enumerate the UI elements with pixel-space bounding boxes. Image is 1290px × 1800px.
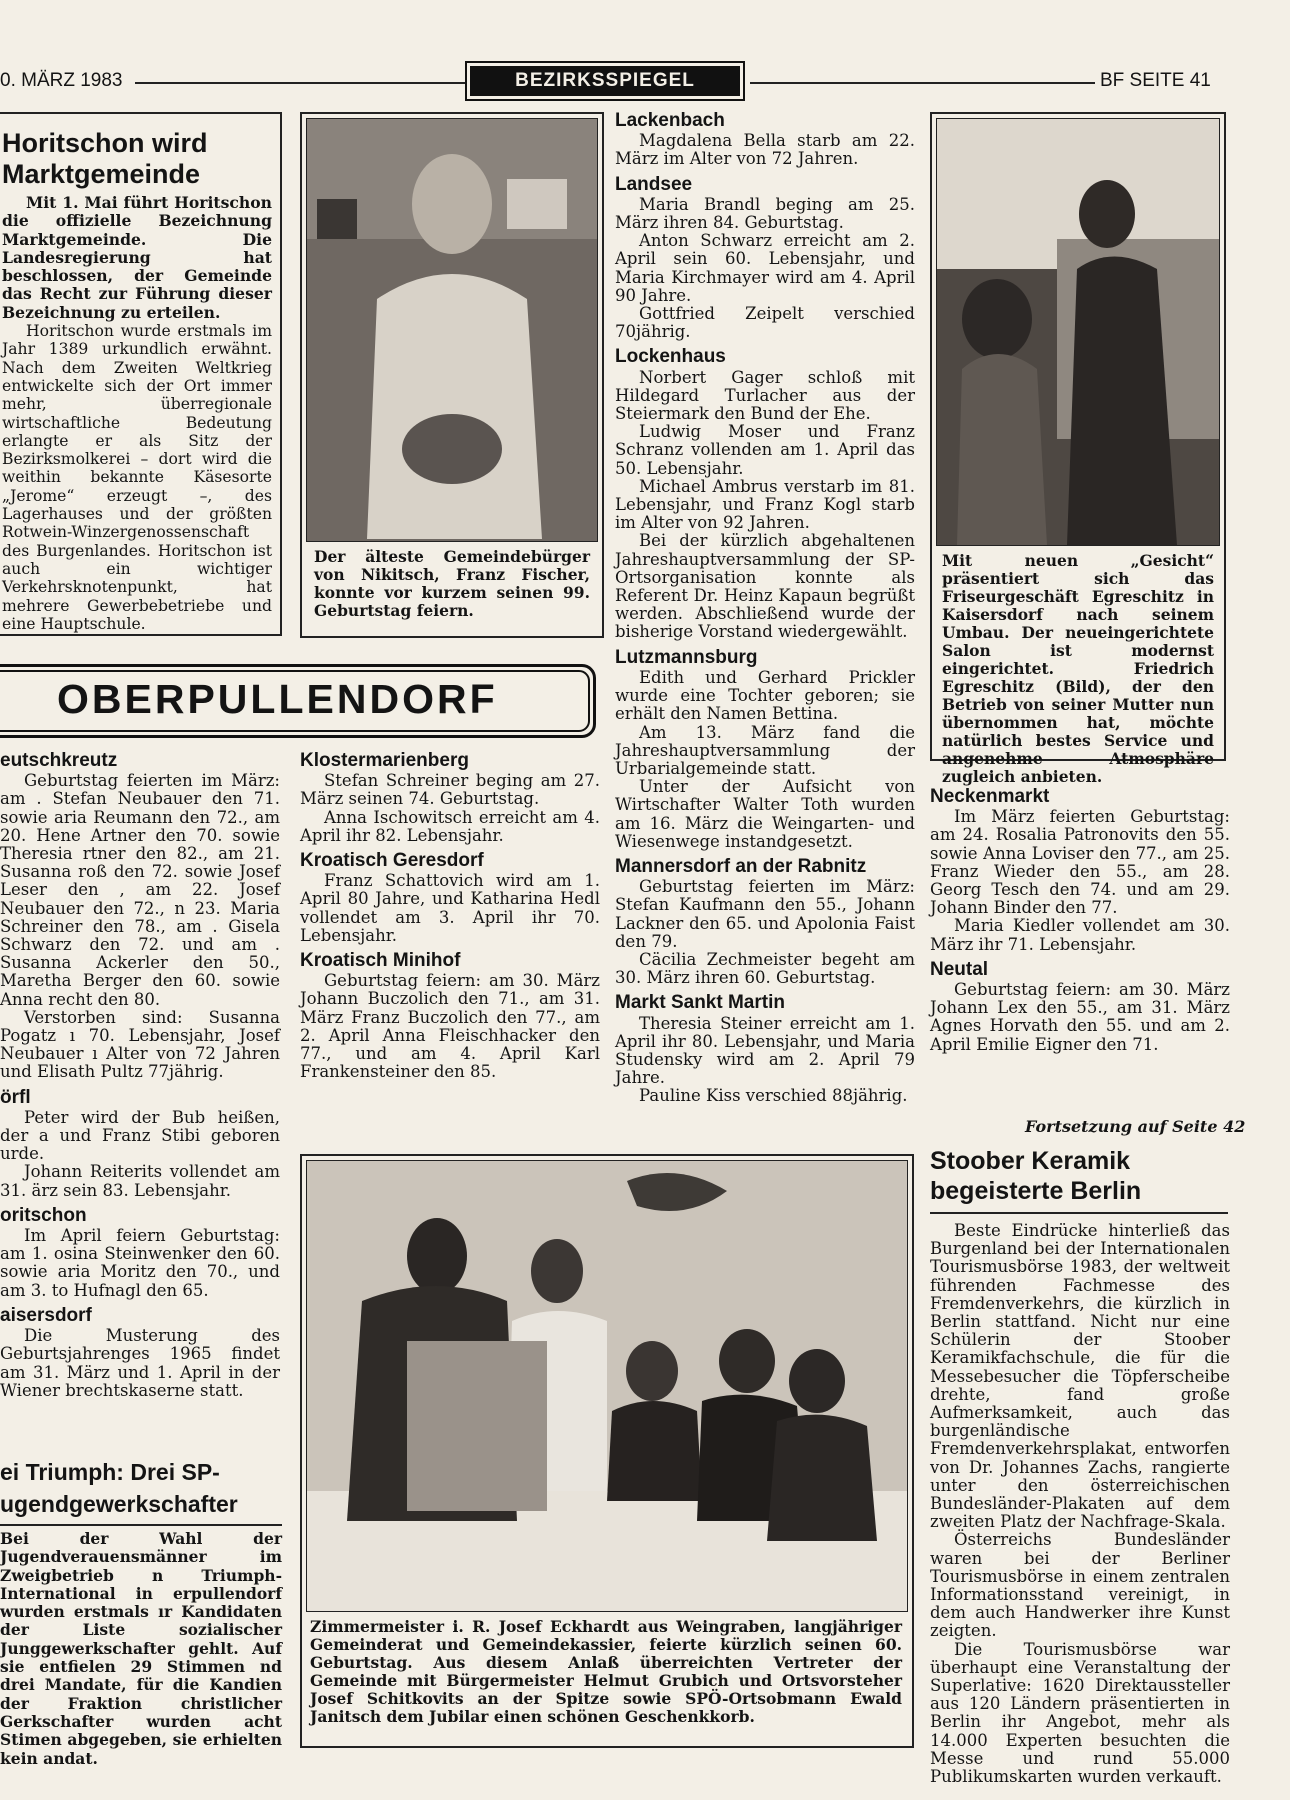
photo2-frame	[930, 112, 1226, 786]
section-heading: eutschkreutz	[0, 750, 118, 771]
stoob-title: Stoober Keramik begeisterte Berlin	[930, 1147, 1142, 1205]
section-heading: Kroatisch Minihof	[300, 950, 461, 972]
section-heading: Landsee	[615, 173, 693, 195]
paragraph: Peter wird der Bub heißen, der a und Franz Stibi geboren urde.	[0, 1107, 280, 1164]
right-news-column	[930, 788, 1230, 1054]
paragraph: Maria Brandl beging am 25. März ihren 84. Geburtstag.	[615, 194, 915, 233]
section-heading: örfl	[0, 1086, 31, 1108]
section-heading: oritschon	[0, 1204, 87, 1226]
paragraph: Anton Schwarz erreicht am 2. April sein 60. Lebensjahr, und Maria Kirchmayer wird am 4. April 90 Jahre.	[615, 231, 915, 305]
paragraph: Gottfried Zeipelt verschied 70jährig.	[615, 304, 915, 342]
paragraph: Im März feierten Geburtstag: am 24. Rosalia Patronovits den 55. sowie Anna Loviser den 77., am 25. Franz Wieder den 55., am 28. Georg Tesch den 74. und am 29. Johann Binder den 77.	[930, 807, 1230, 918]
elderly-man-image	[307, 119, 597, 541]
paragraph: Geburtstag feierten im März: am . Stefan Neubauer den 71. sowie aria Reumann den 72., am 20. Hene Artner den 70. sowie Theresia rtner den 82., am 21. Susanna roß den 72. sowie Josef Leser den , am 22. Josef Neubauer den 72., n 23. Maria Schreiner den 78., am . Gisela Schwarz den 72. und am . Susanna Ackerler den 50., Maretha Berger den 60. sowie Anna recht den 80.	[0, 771, 280, 1009]
photo1-frame	[300, 112, 604, 638]
photo-birthday-group	[306, 1160, 908, 1612]
section-heading: Lockenhaus	[615, 346, 726, 368]
photo3-frame	[300, 1154, 914, 1748]
paragraph: Edith und Gerhard Prickler wurde eine Tochter geboren; sie erhält den Namen Bettina.	[615, 667, 915, 724]
paragraph: Michael Ambrus verstarb im 81. Lebensjahr, und Franz Kogl starb im Alter von 92 Jahren.	[615, 476, 915, 533]
oberpullendorf-label: OBERPULLENDORF	[57, 676, 498, 722]
paragraph: Verstorben sind: Susanna Pogatz ı 70. Lebensjahr, Josef Neubauer ı Alter von 72 Jahren und Elisath Pultz 77jährig.	[0, 1007, 280, 1082]
page-number: BF SEITE 41	[1100, 70, 1211, 91]
paragraph: Die Musterung des Geburtsjahrenges 1965 findet am 31. März und 1. April in der Wiener brechtskaserne statt.	[0, 1326, 280, 1400]
section-heading: Klostermarienberg	[300, 750, 469, 771]
header-date: 0. MÄRZ 1983	[0, 70, 123, 91]
header-rule-right	[750, 82, 1095, 84]
birthday-group-image	[307, 1161, 907, 1611]
paragraph: Pauline Kiss verschied 88jährig.	[639, 1086, 908, 1106]
paragraph: Die Tourismusbörse war überhaupt eine Veranstaltung der Superlative: 1620 Direktaussteller aus 120 Ländern präsentierten in Berlin ihr Angebot, mehr als 14.000 Experten besuchten die Messe und rund 55.000 Publikumskarten wurden verkauft.	[930, 1639, 1230, 1787]
horitschon-body: Horitschon wurde erstmals im Jahr 1389 urkundlich erwähnt. Nach dem Zweiten Weltkrieg entwickelte sich der Ort immer mehr, überregionale wirtschaftliche Bedeutung erlangte er als Sitz der Bezirksmolkerei – dort wird die weithin bekannte Käsesorte „Jerome“ erzeugt –, des Lagerhauses und der größten Rotwein-Winzergenossenschaft des Burgenlandes. Horitschon ist auch ein wichtiger Verkehrsknotenpunkt, hat mehrere Gewerbebetriebe und eine Hauptschule.	[2, 322, 272, 633]
section-heading: Kroatisch Geresdorf	[300, 850, 484, 872]
section-heading: Lackenbach	[615, 110, 725, 131]
stoob-rule	[930, 1212, 1228, 1214]
section-heading: aisersdorf	[0, 1304, 92, 1326]
horitschon-lead: Mit 1. Mai führt Horitschon die offizielle Bezeichnung Marktgemeinde. Die Landesregierung hat beschlossen, der Gemeinde das Recht zur Führung dieser Bezeichnung zu erteilen.	[2, 193, 272, 322]
paragraph: Im April feiern Geburtstag: am 1. osina Steinwenker den 60. sowie aria Moritz den 70., und am 3. to Hufnagl den 65.	[0, 1226, 280, 1300]
triumph-rule	[0, 1524, 282, 1526]
paragraph: Am 13. März fand die Jahreshauptversammlung der Urbarialgemeinde statt.	[615, 722, 915, 778]
section-heading: Mannersdorf an der Rabnitz	[615, 855, 867, 877]
triumph-title: ei Triumph: Drei SP-ugendgewerkschafter	[0, 1459, 238, 1517]
paragraph: Theresia Steiner erreicht am 1. April ihr 80. Lebensjahr, und Maria Studensky wird am 2. April 79 Jahre.	[615, 1013, 915, 1088]
photo-hair-salon	[936, 118, 1220, 546]
section-heading: Lutzmannsburg	[615, 646, 758, 668]
paragraph: Geburtstag feiern: am 30. März Johann Buczolich den 71., am 31. März Franz Buczolich den 77., am 2. April Anna Fleischhacker den 77., und am 4. April Karl Frankensteiner den 85.	[300, 971, 600, 1082]
paragraph: Geburtstag feiern: am 30. März Johann Lex den 55., am 31. März Agnes Horvath den 55. und am 2. April Emilie Eigner den 71.	[930, 980, 1230, 1054]
photo2-caption: Mit neuen „Gesicht“ präsentiert sich das Friseurgeschäft Egreschitz in Kaisersdorf nach seinem Umbau. Der neueingerichtete Salon ist modernst eingerichtet. Friedrich Egreschitz (Bild), der den Betrieb von seiner Mutter nun übernommen hat, möchte natürlich bestes Service und angenehme Atmosphäre zugleich anbieten.	[942, 551, 1214, 786]
photo1-caption: Der älteste Gemeindebürger von Nikitsch, Franz Fischer, konnte vor kurzem seinen 99. Geburtstag feiern.	[314, 547, 590, 620]
photo-elderly-man	[306, 118, 598, 542]
section-heading: Markt Sankt Martin	[615, 992, 785, 1014]
stoob-body	[930, 1222, 1230, 1786]
horitschon-title: Horitschon wird Marktgemeinde	[2, 128, 208, 189]
section-heading: Neckenmarkt	[930, 786, 1050, 807]
oberpullendorf-left-column	[0, 752, 280, 1400]
section-heading: Neutal	[930, 958, 989, 980]
paragraph: Geburtstag feierten im März: Stefan Kaufmann den 55., Johann Lackner den 65. und Apolonia Faist den 79.	[615, 877, 915, 951]
triumph-article	[0, 1456, 282, 1768]
paragraph: Johann Reiterits vollendet am 31. ärz sein 83. Lebensjahr.	[0, 1162, 280, 1200]
paragraph: Stefan Schreiner beging am 27. März seinen 74. Geburtstag.	[300, 771, 600, 809]
paragraph: Anna Ischowitsch erreicht am 4. April ihr 82. Lebensjahr.	[300, 807, 600, 845]
paragraph: Österreichs Bundesländer waren bei der Berliner Tourismusbörse in einem zentralen Informationsstand vereinigt, in dem auch Handwerker ihre Kunst zeigten.	[930, 1530, 1230, 1641]
paragraph: Ludwig Moser und Franz Schranz vollenden am 1. April das 50. Lebensjahr.	[615, 422, 915, 478]
paragraph: Cäcilia Zechmeister begeht am 30. März ihren 60. Geburtstag.	[615, 949, 915, 988]
photo3-caption: Zimmermeister i. R. Josef Eckhardt aus Weingraben, langjähriger Gemeinderat und Gemeindekassier, feierte kürzlich seinen 60. Geburtstag. Aus diesem Anlaß überreichten Vertreter der Gemeinde mit Bürgermeister Helmut Grubich und Ortsvorsteher Josef Schitkovits an der Spitze sowie SPÖ-Ortsobmann Ewald Janitsch dem Jubilar einen schönen Geschenkkorb.	[310, 1617, 902, 1726]
paragraph: Unter der Aufsicht von Wirtschafter Walter Toth wurden am 16. März die Weingarten- und Wiesenwege instandgesetzt.	[615, 777, 915, 851]
paragraph: Bei der kürzlich abgehaltenen Jahreshauptversammlung der SP-Ortsorganisation konnte als Referent Dr. Heinz Kapaun begrüßt werden. Abschließend wurde der bisherige Vorstand wiedergewählt.	[615, 531, 915, 642]
oberpullendorf-banner	[0, 664, 596, 738]
paragraph: Beste Eindrücke hinterließ das Burgenland bei der Internationalen Tourismusbörse 1983, der weltweit führenden Fachmesse des Fremdenverkehrs, die kürzlich in Berlin stattfand. Nicht nur eine Schülerin der Stoober Keramikfachschule, die für die Messebesucher die Töpferscheibe drehte, fand große Aufmerksamkeit, auch das burgenländische Fremdenverkehrsplakat, entworfen von Dr. Johannes Zachs, rangierte unter den österreichischen Bundesländer-Plakaten auf dem zweiten Platz der Nachfrage-Skala.	[930, 1221, 1230, 1532]
continued-note: Fortsetzung auf Seite 42	[1025, 1117, 1246, 1136]
paragraph: Norbert Gager schloß mit Hildegard Turlacher aus der Steiermark den Bund der Ehe.	[615, 367, 915, 424]
section-label: BEZIRKSSPIEGEL	[470, 66, 740, 96]
header-rule-left	[135, 82, 465, 84]
middle-news-column	[615, 112, 915, 1106]
horitschon-article	[0, 112, 282, 636]
triumph-body: Bei der Wahl der Jugendverauensmänner im Zweigbetrieb n Triumph-International in erpullendorf wurden erstmals ır Kandidaten der Liste sozialischer Junggewerkschafter gehlt. Auf sie entfielen 29 Stimmen nd drei Mandate, für die Kandien der Fraktion christlicher Gerkschafter wurden acht Stimen abgegeben, sie erhielten kein andat.	[0, 1529, 282, 1768]
paragraph: Franz Schattovich wird am 1. April 80 Jahre, und Katharina Hedl vollendet am 3. April ihr 70. Lebensjahr.	[300, 871, 600, 945]
hair-salon-image	[937, 119, 1219, 545]
oberpullendorf-mid-column	[300, 752, 600, 1081]
paragraph: Magdalena Bella starb am 22. März im Alter von 72 Jahren.	[615, 131, 915, 169]
paragraph: Maria Kiedler vollendet am 30. März ihr 71. Lebensjahr.	[930, 916, 1230, 954]
